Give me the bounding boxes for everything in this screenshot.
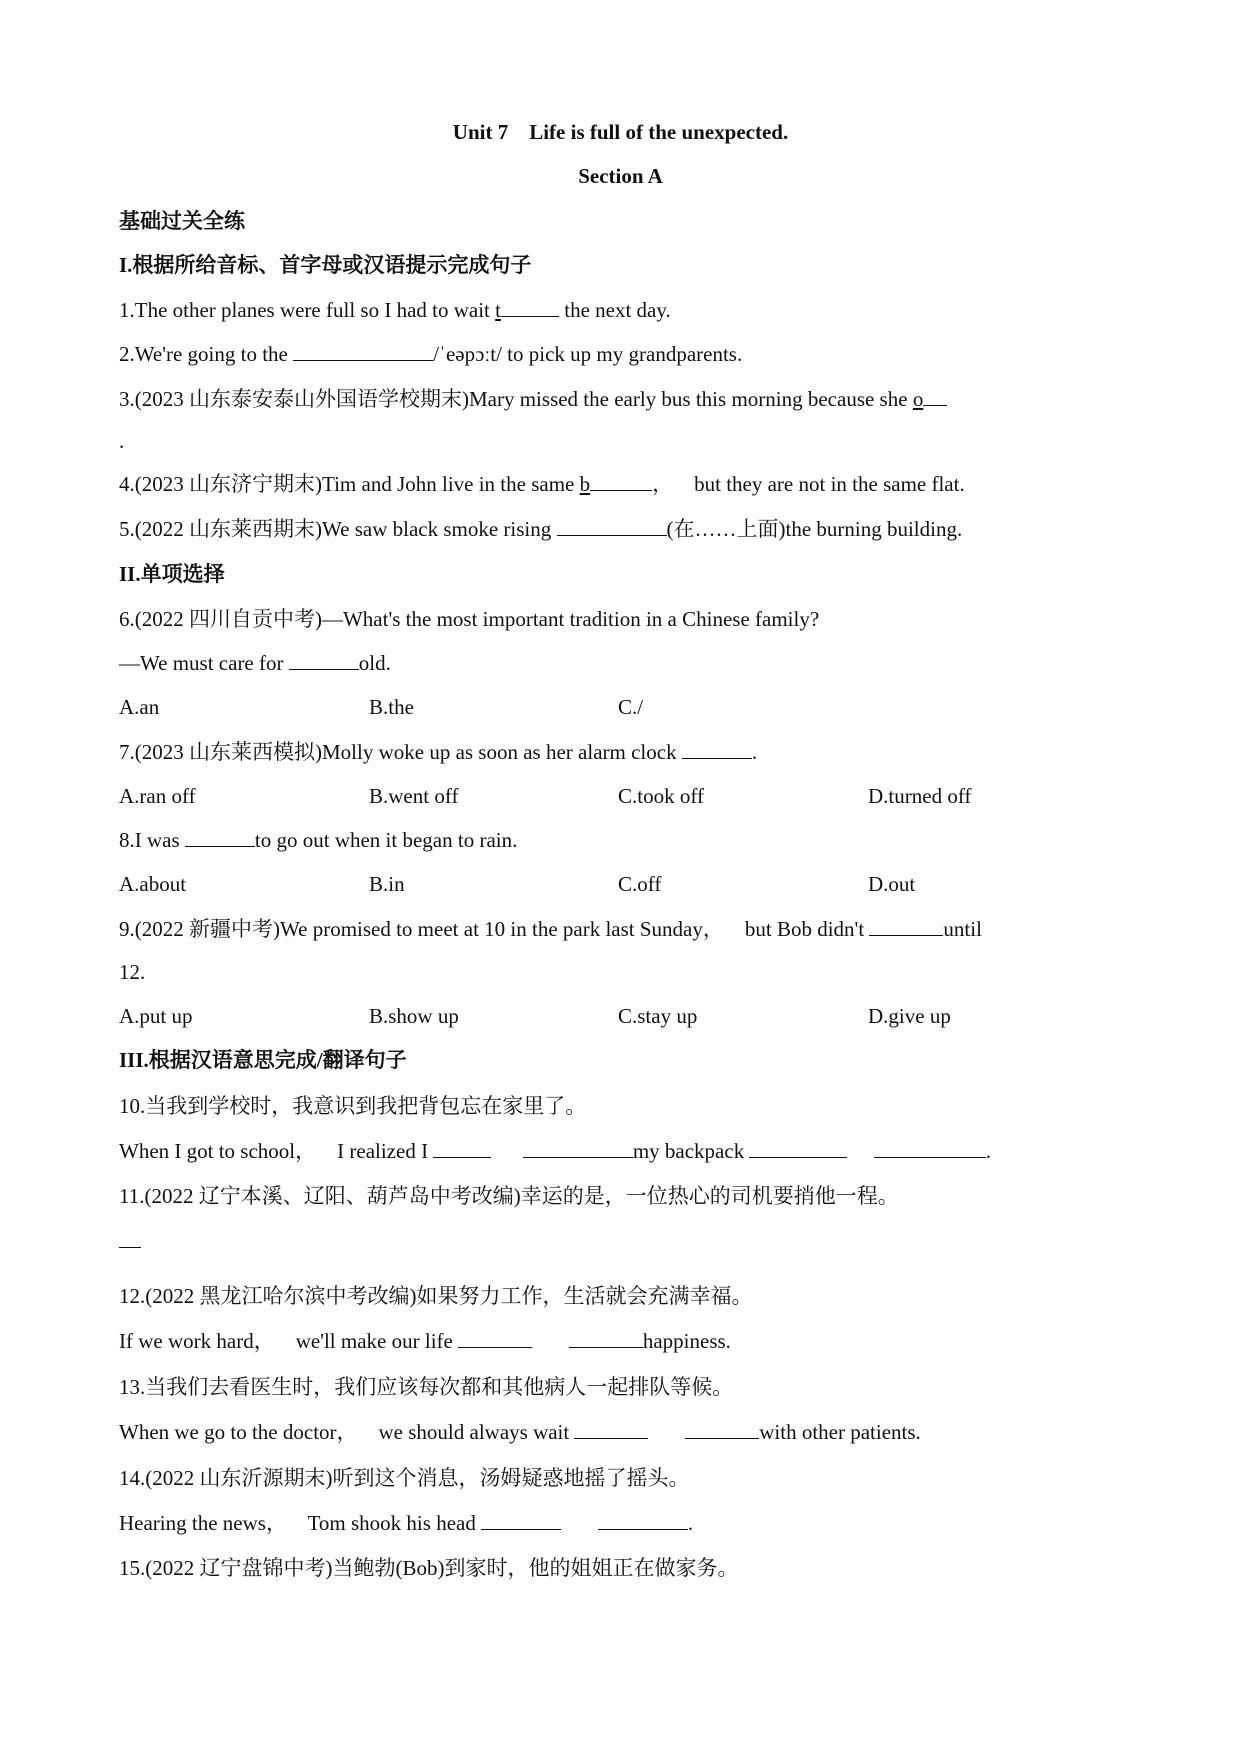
option-a[interactable]: A.ran off: [119, 784, 196, 808]
option-a[interactable]: A.an: [119, 695, 160, 719]
answer-blank[interactable]: [433, 1139, 491, 1158]
question-4: 4.(2023 山东济宁期末)Tim and John live in the same b ， but they are not in the same flat.: [119, 472, 965, 496]
answer-blank[interactable]: [523, 1139, 633, 1158]
hint-letter: o: [912, 387, 924, 411]
option-c[interactable]: C.stay up: [618, 1004, 698, 1028]
question-10: When I got to school， I realized I my backpack .: [119, 1139, 991, 1163]
option-d[interactable]: D.out: [868, 872, 916, 896]
question-2: 2.We're going to the /ˈeəpɔːt/ to pick up my grandparents.: [119, 342, 743, 366]
question-5: 5.(2022 山东莱西期末)We saw black smoke rising (在……上面)the burning building.: [119, 517, 963, 541]
answer-blank[interactable]: [685, 1420, 759, 1439]
option-c[interactable]: C.off: [618, 872, 662, 896]
answer-blank[interactable]: [869, 917, 943, 936]
answer-blank[interactable]: [557, 517, 667, 536]
answer-blank[interactable]: [574, 1420, 648, 1439]
question-6: 6.(2022 四川自贡中考)—What's the most important tradition in a Chinese family?: [119, 607, 820, 631]
part1-heading: I.根据所给音标、首字母或汉语提示完成句子: [119, 253, 532, 277]
question-11-answer: [119, 1228, 141, 1254]
answer-blank[interactable]: [682, 740, 752, 759]
question-8: 8.I was to go out when it began to rain.: [119, 828, 518, 852]
question-10-cn: 10.当我到学校时，我意识到我把背包忘在家里了。: [119, 1094, 587, 1118]
question-11-cn: 11.(2022 辽宁本溪、辽阳、葫芦岛中考改编)幸运的是，一位热心的司机要捎他一程。: [119, 1184, 899, 1208]
answer-blank[interactable]: [923, 387, 947, 406]
answer-blank[interactable]: [598, 1511, 688, 1530]
option-b[interactable]: B.show up: [369, 1004, 459, 1028]
question-12-cn: 12.(2022 黑龙江哈尔滨中考改编)如果努力工作，生活就会充满幸福。: [119, 1284, 753, 1308]
option-d[interactable]: D.turned off: [868, 784, 972, 808]
answer-blank[interactable]: [289, 651, 359, 670]
question-9: 9.(2022 新疆中考)We promised to meet at 10 in the park last Sunday， but Bob didn't until: [119, 917, 982, 941]
answer-blank[interactable]: [569, 1329, 643, 1348]
answer-blank[interactable]: [119, 1229, 141, 1248]
exercise-heading: 基础过关全练: [119, 209, 245, 233]
option-b[interactable]: B.the: [369, 695, 414, 719]
question-12: If we work hard， we'll make our life happiness.: [119, 1329, 731, 1353]
hint-letter: t: [495, 298, 501, 322]
question-9-cont: 12.: [119, 960, 146, 984]
page-title: Unit 7 Life is full of the unexpected.: [452, 120, 789, 144]
section-title: Section A: [578, 164, 663, 188]
question-14: Hearing the news， Tom shook his head .: [119, 1511, 694, 1535]
question-1: 1.The other planes were full so I had to wait t the next day.: [119, 298, 671, 322]
option-a[interactable]: A.put up: [119, 1004, 193, 1028]
option-b[interactable]: B.in: [369, 872, 405, 896]
question-15-cn: 15.(2022 辽宁盘锦中考)当鲍勃(Bob)到家时，他的姐姐正在做家务。: [119, 1556, 739, 1580]
answer-blank[interactable]: [458, 1329, 532, 1348]
answer-blank[interactable]: [874, 1139, 986, 1158]
question-7: 7.(2023 山东莱西模拟)Molly woke up as soon as her alarm clock .: [119, 740, 758, 764]
option-c[interactable]: C.took off: [618, 784, 704, 808]
answer-blank[interactable]: [293, 342, 433, 361]
question-3-end: .: [119, 429, 125, 453]
question-3: 3.(2023 山东泰安泰山外国语学校期末)Mary missed the early bus this morning because she o: [119, 386, 947, 412]
answer-blank[interactable]: [749, 1139, 847, 1158]
question-13-cn: 13.当我们去看医生时，我们应该每次都和其他病人一起排队等候。: [119, 1375, 734, 1399]
option-d[interactable]: D.give up: [868, 1004, 951, 1028]
option-b[interactable]: B.went off: [369, 784, 459, 808]
answer-blank[interactable]: [590, 472, 652, 491]
part2-heading: II.单项选择: [119, 562, 225, 586]
option-a[interactable]: A.about: [119, 872, 187, 896]
option-c[interactable]: C./: [618, 695, 644, 719]
question-14-cn: 14.(2022 山东沂源期末)听到这个消息，汤姆疑惑地摇了摇头。: [119, 1466, 690, 1490]
question-6-reply: —We must care for old.: [119, 651, 391, 675]
answer-blank[interactable]: [481, 1511, 561, 1530]
answer-blank[interactable]: [501, 298, 559, 317]
part3-heading: III.根据汉语意思完成/翻译句子: [119, 1048, 407, 1072]
answer-blank[interactable]: [185, 828, 255, 847]
hint-letter: b: [579, 472, 591, 496]
question-13: When we go to the doctor， we should always wait with other patients.: [119, 1420, 921, 1444]
